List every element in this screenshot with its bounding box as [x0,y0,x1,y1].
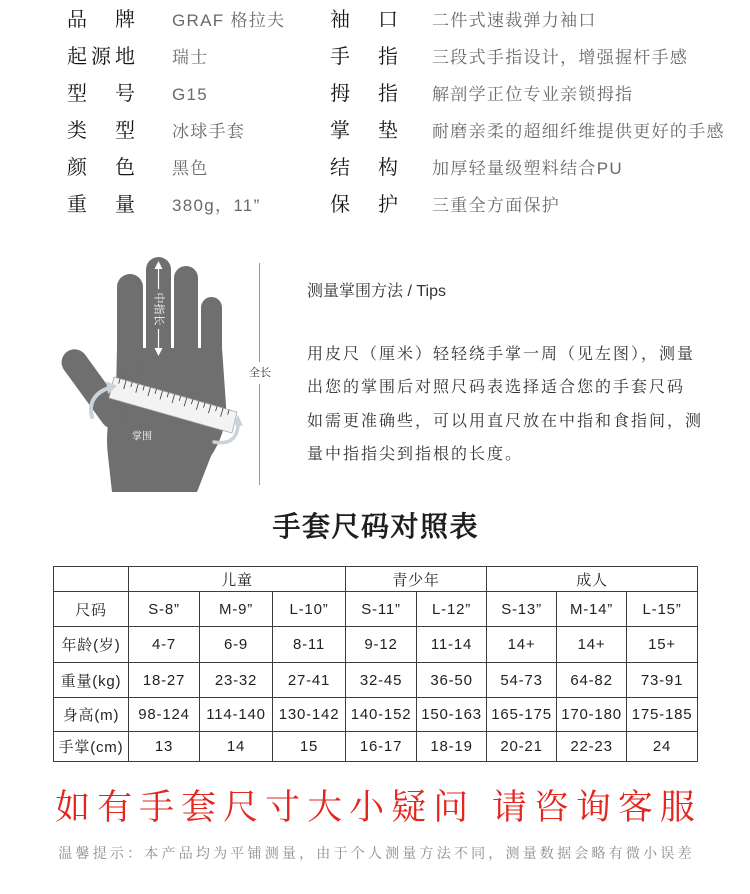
size-group-row [54,567,698,592]
table-cell: 23-32 [200,663,273,698]
spec-label-model: 型号 [67,83,135,105]
table-cell: L-15” [627,592,698,627]
table-cell: L-12” [417,592,487,627]
size-chart-title: 手套尺码对照表 [272,511,479,542]
table-row-height [54,698,698,732]
table-row-age [54,627,698,663]
spec-label-thumb: 拇指 [330,83,398,105]
measure-tips-text [307,338,703,471]
spec-label-type: 类型 [67,120,135,142]
ring-finger [174,266,198,370]
spec-value-origin: 瑞士 [172,48,209,67]
table-cell: L-10” [273,592,346,627]
table-cell: 54-73 [487,663,557,698]
table-cell: 175-185 [627,698,698,732]
customer-service-notice: 如有手套尺寸大小疑问 请咨询客服 [55,788,702,827]
spec-value-cuff: 二件式速裁弹力袖口 [432,11,597,30]
spec-row [0,113,750,150]
table-cell: 64-82 [557,663,627,698]
table-cell: 8-11 [273,627,346,663]
spec-row [0,187,750,224]
table-cell: 27-41 [273,663,346,698]
middle-finger-length-label: 中指长 [152,292,165,326]
spec-row [0,2,750,39]
table-cell: 170-180 [557,698,627,732]
table-cell: 14 [200,732,273,762]
table-cell: M-14” [557,592,627,627]
size-group-children: 儿童 [129,567,346,592]
hand-measuring-illustration [60,252,280,494]
table-cell: 18-19 [417,732,487,762]
spec-value-weight: 380g，11” [172,196,261,215]
table-corner-cell [54,567,129,592]
table-cell: 24 [627,732,698,762]
tips-line: 量中指指尖到指根的长度。 [307,445,524,463]
full-length-label: 全长 [249,367,271,379]
spec-value-palm: 耐磨亲柔的超细纤维提供更好的手感 [432,122,725,141]
spec-label-brand: 品牌 [67,9,135,31]
spec-value-fingers: 三段式手指设计，增强握杆手感 [432,48,689,67]
spec-label-weight: 重量 [67,194,135,216]
table-row-hand [54,732,698,762]
tips-line: 出您的掌围后对照尺码表选择适合您的手套尺码 [307,379,686,397]
table-row-size [54,592,698,627]
table-cell: 14+ [487,627,557,663]
row-label: 年龄(岁) [54,627,129,663]
table-cell: 114-140 [200,698,273,732]
spec-label-color: 颜色 [67,157,135,179]
tips-line: 如需更准确些，可以用直尺放在中指和食指间，测 [307,412,704,430]
table-cell: S-11” [346,592,417,627]
spec-label-protection: 保护 [330,194,398,216]
index-finger [117,274,143,374]
table-cell: 4-7 [129,627,200,663]
pinky-finger [201,297,222,372]
row-label: 尺码 [54,592,129,627]
spec-row [0,150,750,187]
table-cell: 130-142 [273,698,346,732]
table-cell: 140-152 [346,698,417,732]
table-cell: 165-175 [487,698,557,732]
size-group-adult: 成人 [487,567,698,592]
spec-value-model: G15 [172,85,209,104]
palm-circumference-label: 掌围 [132,431,152,443]
row-label: 身高(m) [54,698,129,732]
table-cell: 20-21 [487,732,557,762]
spec-label-cuff: 袖口 [330,9,398,31]
spec-row [0,76,750,113]
table-cell: 36-50 [417,663,487,698]
table-cell: 13 [129,732,200,762]
table-cell: S-13” [487,592,557,627]
row-label: 手掌(cm) [54,732,129,762]
table-cell: 22-23 [557,732,627,762]
size-chart-table [53,566,698,762]
table-cell: 6-9 [200,627,273,663]
size-group-youth: 青少年 [346,567,487,592]
measurement-disclaimer: 温馨提示：本产品均为平铺测量，由于个人测量方法不同，测量数据会略有微小误差 [58,845,695,861]
spec-label-construction: 结构 [330,157,398,179]
hand-silhouette [60,257,226,492]
table-cell: 150-163 [417,698,487,732]
measure-tips-title: 测量掌围方法 / Tips [307,283,446,300]
spec-value-type: 冰球手套 [172,122,246,141]
table-cell: 32-45 [346,663,417,698]
table-cell: 15 [273,732,346,762]
table-cell: S-8” [129,592,200,627]
row-label: 重量(kg) [54,663,129,698]
table-cell: 9-12 [346,627,417,663]
table-cell: 18-27 [129,663,200,698]
table-cell: 14+ [557,627,627,663]
table-row-weight [54,663,698,698]
table-cell: 15+ [627,627,698,663]
spec-value-color: 黑色 [172,159,209,178]
spec-label-fingers: 手指 [330,46,398,68]
table-cell: 16-17 [346,732,417,762]
spec-value-construction: 加厚轻量级塑料结合PU [432,159,623,178]
table-cell: 98-124 [129,698,200,732]
product-spec-list [0,2,750,224]
tips-line: 用皮尺（厘米）轻轻绕手掌一周（见左图），测量 [307,346,696,363]
spec-value-thumb: 解剖学正位专业亲锁拇指 [432,85,634,104]
table-cell: M-9” [200,592,273,627]
spec-label-origin: 起源地 [67,46,135,68]
table-cell: 73-91 [627,663,698,698]
spec-label-palm: 掌垫 [330,120,398,142]
spec-value-protection: 三重全方面保护 [432,196,561,215]
spec-value-brand: GRAF 格拉夫 [172,11,286,30]
table-cell: 11-14 [417,627,487,663]
spec-row [0,39,750,76]
